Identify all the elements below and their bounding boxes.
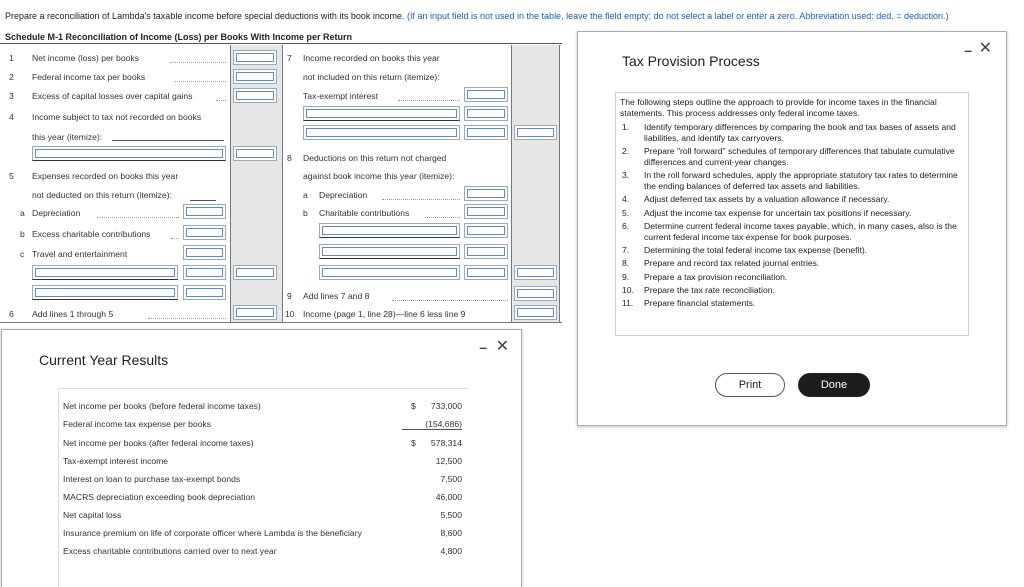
step-item	[620, 245, 964, 256]
leader-dots	[175, 81, 226, 82]
step-item	[620, 170, 964, 192]
line-3-amount-input[interactable]	[233, 88, 277, 103]
step-text: Prepare and record tax related journal entries.	[644, 258, 820, 269]
result-row	[63, 438, 462, 452]
result-value: 46,000	[435, 492, 462, 502]
result-label: MACRS depreciation exceeding book depreciation	[63, 492, 256, 502]
currency-symbol: $	[411, 401, 416, 411]
line-5b-amount-input[interactable]	[183, 225, 226, 240]
result-value: 578,314	[430, 438, 462, 448]
line-7-itemize-input-2[interactable]	[303, 125, 460, 140]
line-5-label-2: not deducted on this return (itemize):	[32, 190, 172, 200]
leader-dots	[148, 318, 226, 319]
dialog-title: Tax Provision Process	[622, 53, 760, 69]
line-8-amount-input-2[interactable]	[464, 223, 508, 238]
step-text: Identify temporary differences by comparing the book and tax bases of assets and liabilities, and identify tax carryovers.	[644, 122, 956, 143]
step-number: 9.	[622, 271, 630, 282]
step-text: Adjust deferred tax assets by a valuation allowance if necessary.	[644, 194, 890, 205]
line-number: 5	[9, 171, 14, 181]
line-8-total-input[interactable]	[514, 265, 557, 280]
leader-dots	[171, 238, 179, 239]
result-value: (154,686)	[402, 419, 462, 430]
line-9-amount-input[interactable]	[514, 286, 557, 301]
line-8b-label: Charitable contributions	[319, 208, 410, 218]
line-4-itemize-underline	[112, 126, 224, 141]
result-value: 733,000	[430, 401, 462, 411]
result-label: Tax-exempt interest income	[63, 456, 169, 466]
done-button[interactable]: Done	[798, 373, 870, 397]
leader-dots	[425, 217, 460, 218]
line-8-amount-input-4[interactable]	[464, 265, 508, 280]
result-row	[63, 528, 462, 542]
step-text: Prepare "roll forward" schedules of temporary differences that tabulate cumulative differences and current-year changes.	[644, 146, 955, 167]
result-row	[63, 419, 462, 433]
line-number: 6	[9, 309, 14, 319]
instruction-text	[5, 11, 949, 21]
col-line	[230, 45, 231, 323]
current-year-results-dialog	[1, 329, 522, 587]
step-number: 4.	[622, 194, 630, 205]
line-7-amount-input-3[interactable]	[464, 125, 508, 140]
line-5a-label: Depreciation	[32, 208, 81, 218]
line-letter: a	[303, 190, 308, 200]
line-8-amount-input-3[interactable]	[464, 244, 508, 259]
line-8-itemize-input-3[interactable]	[319, 265, 460, 280]
tax-provision-dialog	[577, 31, 1007, 426]
schedule-title: Schedule M-1 Reconciliation of Income (Loss) per Books With Income per Return	[5, 32, 352, 42]
line-letter: a	[20, 208, 25, 218]
step-item	[620, 208, 964, 219]
step-text: Prepare financial statements.	[644, 298, 756, 309]
line-5a-amount-input[interactable]	[183, 204, 226, 219]
result-value: 12,500	[435, 456, 462, 466]
line-8a-label: Depreciation	[319, 190, 368, 200]
line-number: 8	[287, 153, 292, 163]
result-label: Net income per books (before federal income taxes)	[63, 401, 261, 411]
step-number: 8.	[622, 258, 630, 269]
line-number: 10	[285, 309, 295, 319]
result-row	[63, 546, 462, 560]
line-letter: b	[303, 208, 308, 218]
line-number: 7	[287, 53, 292, 63]
line-number: 2	[9, 72, 14, 82]
line-5-extra-label-input[interactable]	[32, 265, 178, 280]
leader-dots	[170, 62, 226, 63]
dialog-title: Current Year Results	[39, 352, 169, 368]
result-row	[63, 492, 462, 506]
step-number: 1.	[622, 122, 630, 132]
step-number: 2.	[622, 146, 630, 157]
step-number: 3.	[622, 170, 630, 181]
instruction-main: Prepare a reconciliation of Lambda's taxable income before special deductions with its book income.	[5, 11, 405, 21]
step-item	[620, 285, 964, 296]
steps-panel	[615, 92, 969, 336]
line-2-amount-input[interactable]	[233, 69, 277, 84]
step-text: Prepare a tax provision reconciliation.	[644, 271, 788, 282]
step-text: Determining the total federal income tax expense (benefit).	[644, 244, 868, 255]
form-bottom-line	[0, 322, 562, 323]
step-text: Adjust the income tax expense for uncertain tax positions if necessary.	[644, 207, 912, 218]
step-number: 11.	[622, 298, 634, 309]
minimize-icon[interactable]: –	[964, 42, 972, 58]
result-label: Excess charitable contributions carried over to next year	[63, 546, 277, 556]
line-5-extra-amount-input[interactable]	[183, 265, 226, 280]
col-line	[282, 45, 283, 323]
line-10-label: Income (page 1, line 28)—line 6 less line 9	[303, 309, 466, 319]
line-7-label-3: Tax-exempt interest	[303, 91, 378, 101]
line-letter: b	[20, 229, 25, 239]
line-8-label: Deductions on this return not charged	[303, 153, 447, 163]
minimize-icon[interactable]: –	[479, 339, 487, 355]
line-5-extra-amount-input-2[interactable]	[183, 285, 226, 300]
leader-dots	[216, 100, 226, 101]
instruction-note: (If an input field is not used in the table, leave the field empty; do not select a label or enter a zero. Abbreviation used: ded. = deduction.)	[406, 11, 949, 21]
line-7-total-input[interactable]	[514, 125, 557, 140]
line-number: 3	[9, 91, 14, 101]
result-label: Interest on loan to purchase tax-exempt bonds	[63, 474, 241, 484]
line-3-label: Excess of capital losses over capital gains	[32, 91, 193, 101]
step-item	[620, 122, 964, 144]
step-number: 5.	[622, 207, 630, 218]
line-1-label: Net income (loss) per books	[32, 53, 139, 63]
line-1-amount-input[interactable]	[233, 50, 277, 65]
line-7-tax-exempt-input[interactable]	[464, 87, 508, 102]
line-4-itemize-input[interactable]	[32, 146, 226, 161]
schedule-m1-form	[0, 45, 562, 323]
step-number: 6.	[622, 220, 630, 231]
result-label: Federal income tax expense per books	[63, 419, 212, 429]
line-4-label: Income subject to tax not recorded on books	[32, 112, 202, 122]
leader-dots	[398, 100, 460, 101]
result-label: Net capital loss	[63, 510, 122, 520]
line-8-label-2: against book income this year (itemize):	[303, 171, 455, 181]
print-button[interactable]: Print	[715, 373, 785, 397]
step-item	[620, 298, 964, 309]
line-7-label-2: not included on this return (itemize):	[303, 72, 440, 82]
step-item	[620, 258, 964, 269]
line-5b-label: Excess charitable contributions	[32, 229, 151, 239]
schedule-divider	[0, 43, 562, 44]
line-8a-amount-input[interactable]	[464, 186, 508, 201]
results-table	[58, 388, 468, 587]
line-number: 1	[9, 53, 14, 63]
line-7-label: Income recorded on books this year	[303, 53, 440, 63]
steps-list	[620, 122, 964, 309]
result-row	[63, 456, 462, 470]
shade-col-left	[230, 45, 282, 323]
step-text: Prepare the tax rate reconciliation.	[644, 284, 775, 295]
result-value: 8,600	[440, 528, 462, 538]
result-value: 5,500	[440, 510, 462, 520]
line-8-itemize-input-2[interactable]	[319, 244, 460, 259]
result-value: 4,800	[440, 546, 462, 556]
line-4-label-2: this year (itemize):	[32, 132, 103, 142]
col-line	[511, 45, 512, 323]
line-2-label: Federal income tax per books	[32, 72, 146, 82]
line-number: 4	[9, 112, 14, 122]
line-7-amount-input-2[interactable]	[464, 106, 508, 121]
leader-dots	[382, 199, 460, 200]
line-5-itemize-underline	[190, 186, 216, 201]
result-row	[63, 474, 462, 488]
result-label: Insurance premium on life of corporate officer where Lambda is the beneficiary	[63, 528, 362, 538]
close-icon[interactable]: ✕	[978, 40, 992, 57]
line-7-itemize-input[interactable]	[303, 106, 460, 121]
step-item	[620, 272, 964, 283]
line-8b-amount-input[interactable]	[464, 204, 508, 219]
line-number: 9	[287, 291, 292, 301]
currency-symbol: $	[411, 438, 416, 448]
line-8-itemize-input[interactable]	[319, 223, 460, 238]
close-icon[interactable]: ✕	[495, 338, 509, 355]
line-6-label: Add lines 1 through 5	[32, 309, 114, 319]
step-text: Determine current federal income taxes payable, which, in many cases, also is the current federal income tax expense for book purposes.	[644, 220, 957, 242]
step-text: In the roll forward schedules, apply the appropriate statutory tax rates to determine the ending balances of deferred tax assets and liabilities.	[644, 170, 958, 191]
line-4-amount-input[interactable]	[233, 146, 277, 161]
line-5-total-input[interactable]	[233, 265, 277, 280]
line-6-amount-input[interactable]	[233, 305, 277, 320]
line-5-label: Expenses recorded on books this year	[32, 171, 179, 181]
step-item	[620, 194, 964, 205]
line-9-label: Add lines 7 and 8	[303, 291, 370, 301]
result-row	[63, 401, 462, 415]
line-5-extra-label-input-2[interactable]	[32, 285, 178, 300]
step-item	[620, 221, 964, 243]
step-item	[620, 146, 964, 168]
line-letter: c	[20, 249, 25, 259]
leader-dots	[97, 217, 179, 218]
steps-intro: The following steps outline the approach to provide for income taxes in the financial statements. This process addresses only federal income taxes.	[620, 97, 937, 118]
result-label: Net income per books (after federal income taxes)	[63, 438, 254, 448]
line-5c-amount-input[interactable]	[183, 245, 226, 260]
result-row	[63, 510, 462, 524]
result-value: 7,500	[440, 474, 462, 484]
col-line	[559, 45, 560, 323]
line-10-amount-input[interactable]	[514, 305, 557, 320]
leader-dots	[392, 300, 508, 301]
shade-col-right	[511, 45, 559, 323]
step-number: 10.	[622, 284, 634, 295]
step-number: 7.	[622, 244, 630, 255]
line-5c-label: Travel and entertainment	[32, 249, 128, 259]
